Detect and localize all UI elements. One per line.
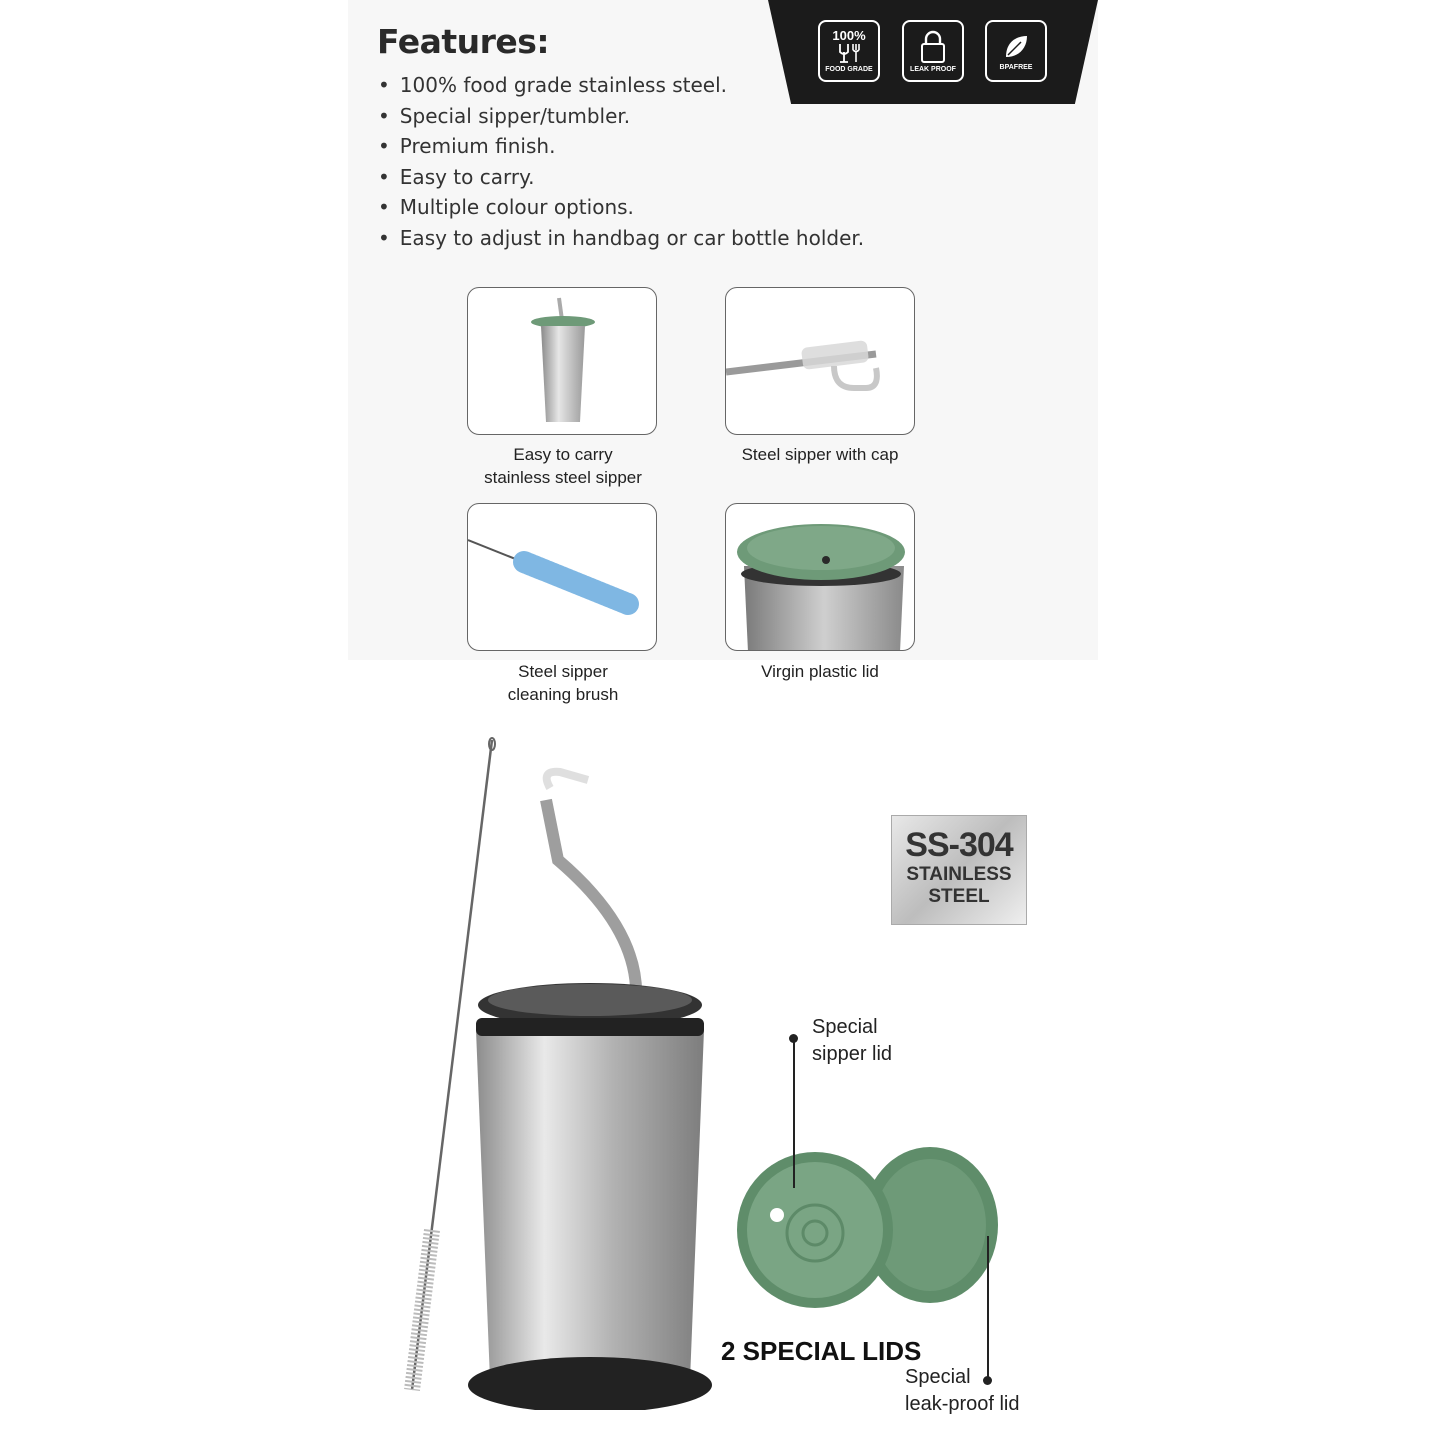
feature-item: • Special sipper/tumbler. (378, 101, 864, 132)
callout-dot (789, 1034, 798, 1043)
food-grade-percent: 100% (832, 28, 866, 43)
material-line: STEEL (928, 886, 990, 907)
fork-glass-icon (836, 42, 862, 64)
leakproof-lid-label (905, 1364, 1020, 1418)
sipper-cap-photo-tile (725, 287, 915, 435)
label-line: sipper lid (812, 1043, 893, 1065)
feature-item: • Multiple colour options. (378, 192, 864, 223)
lock-icon (916, 30, 950, 64)
steel-straw (546, 800, 636, 1000)
sipper-lid-label (812, 1014, 892, 1068)
green-lids-image (735, 1145, 1015, 1315)
plastic-lid-image (726, 504, 915, 651)
tumbler-body (476, 1030, 704, 1380)
features-title: Features: (377, 22, 550, 61)
label-line: leak-proof lid (905, 1393, 1020, 1415)
leaf-icon (1001, 32, 1031, 62)
tile-caption-line: Steel sipper with cap (741, 445, 899, 464)
tile-caption-line: Easy to carry (513, 445, 613, 464)
tile-caption-line: Virgin plastic lid (761, 662, 879, 681)
special-lids-title: 2 SPECIAL LIDS (721, 1336, 922, 1366)
tile-caption-line: cleaning brush (507, 685, 619, 704)
material-line: STAINLESS (906, 864, 1012, 885)
feature-item: • 100% food grade stainless steel. (378, 70, 864, 101)
leak-proof-badge (902, 20, 964, 82)
label-line: Special (905, 1366, 971, 1388)
feature-item: • Easy to carry. (378, 162, 864, 193)
callout-line (793, 1038, 795, 1188)
lid-photo-tile (725, 503, 915, 651)
brush-photo-tile (467, 503, 657, 651)
tile-caption-line: stainless steel sipper (484, 468, 642, 487)
leak-proof-label: LEAK PROOF (910, 65, 956, 73)
product-illustration (400, 730, 730, 1410)
ss304-badge (891, 815, 1027, 925)
bpa-free-label: BPAFREE (999, 63, 1033, 71)
brush-bristles (412, 1230, 432, 1390)
callout-line (987, 1236, 989, 1380)
food-grade-label: FOOD GRADE (825, 66, 873, 73)
material-code: SS-304 (905, 826, 1013, 864)
tile-caption-line: Steel sipper (518, 662, 608, 681)
tumbler-photo-tile (467, 287, 657, 435)
tile-caption (690, 660, 950, 683)
tile-caption (433, 443, 693, 489)
tile-caption (690, 443, 950, 466)
feature-item: • Easy to adjust in handbag or car bottle holder. (378, 223, 864, 254)
label-line: Special (812, 1016, 878, 1038)
bpa-free-badge (985, 20, 1047, 82)
feature-item: • Premium finish. (378, 131, 864, 162)
cleaning-brush-image (468, 504, 657, 651)
sipper-cap-image (726, 288, 915, 435)
tile-caption (433, 660, 693, 706)
features-list (378, 70, 864, 253)
tumbler-image (468, 288, 657, 435)
